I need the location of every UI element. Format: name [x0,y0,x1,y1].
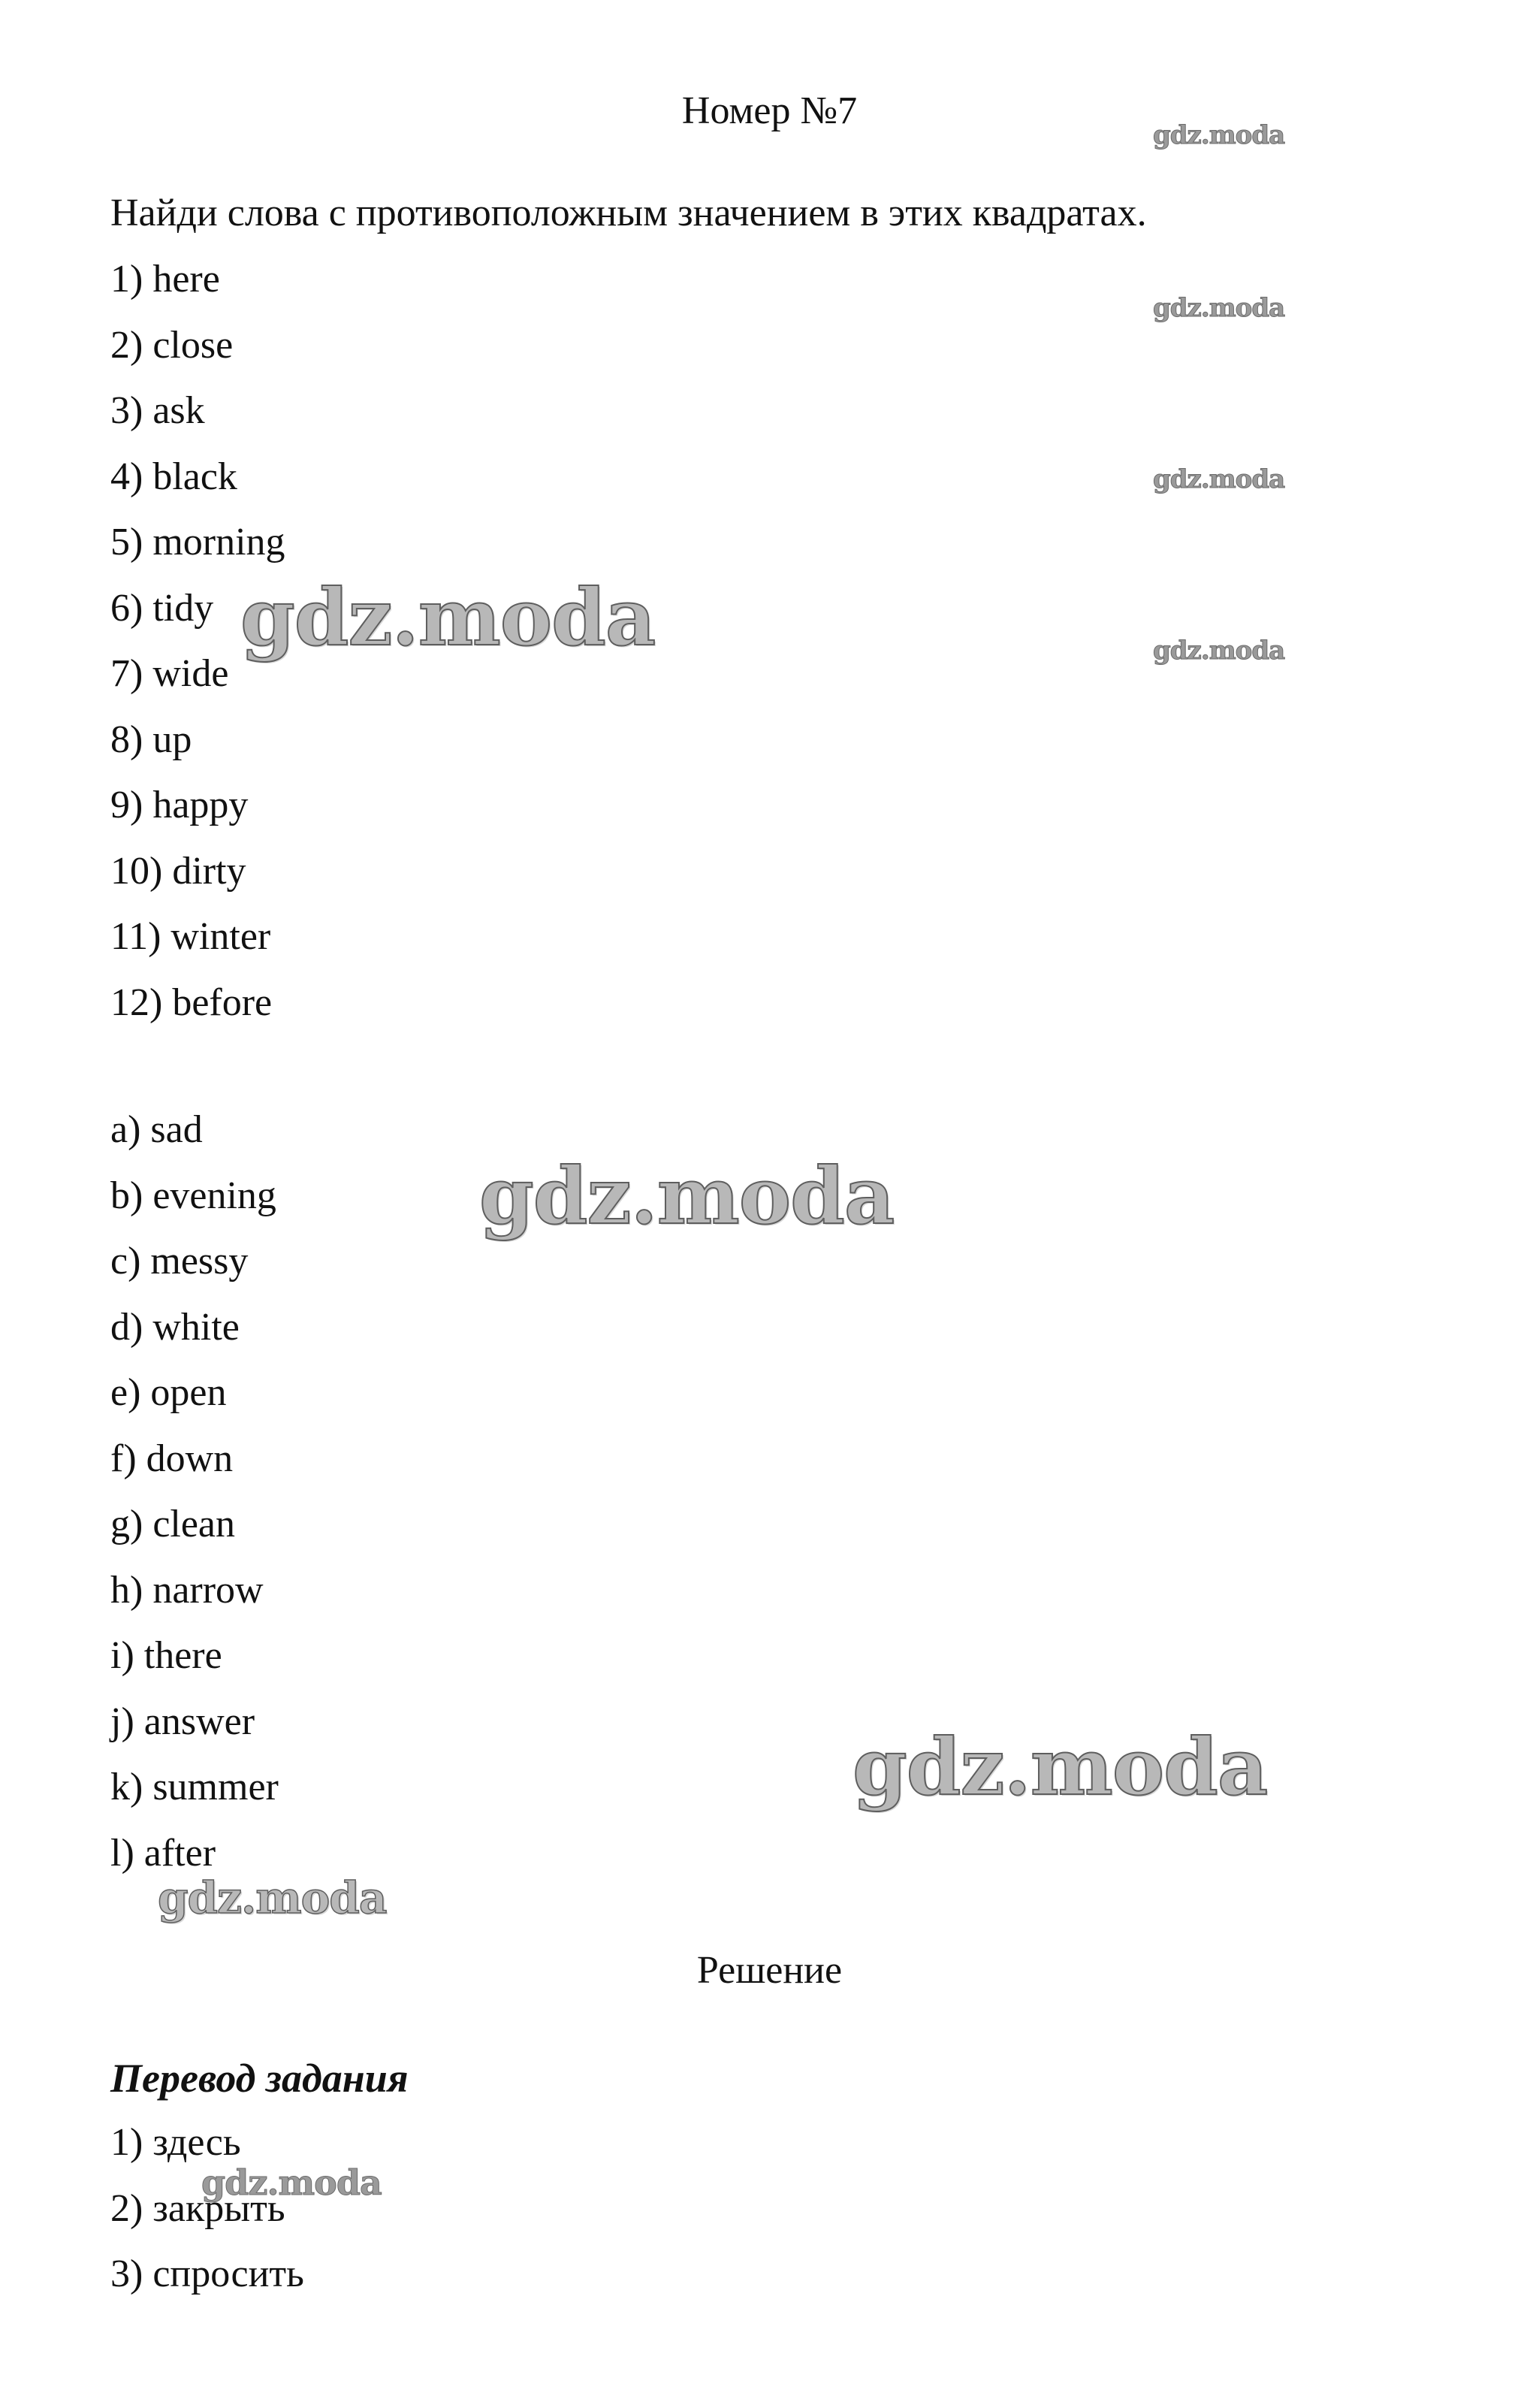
watermark: gdz.moda [479,1150,895,1242]
list-item-antonym: j) answer [110,1699,255,1743]
translation-heading: Перевод задания [110,2056,409,2101]
list-item-antonym: b) evening [110,1174,276,1217]
list-item-word: 9) happy [110,784,249,826]
watermark: gdz.moda [1153,120,1285,150]
list-item-antonym: l) after [110,1831,216,1875]
exercise-title: Номер №7 [681,89,858,132]
watermark: gdz.moda [1153,636,1285,666]
list-item-word: 8) up [110,718,192,761]
list-item-translation: 2) закрыть [110,2186,285,2230]
watermark: gdz.moda [852,1721,1268,1813]
list-item-antonym: a) sad [110,1108,203,1151]
list-item-antonym: k) summer [110,1766,279,1808]
list-item-word: 10) dirty [110,849,246,893]
translation-list [110,2120,304,2318]
list-item-word: 2) close [110,323,234,367]
list-item-antonym: g) clean [110,1503,236,1545]
watermark: gdz.moda [240,571,656,663]
list-item-word: 1) here [110,258,220,301]
list-item-antonym: e) open [110,1371,227,1414]
list-item-word: 11) winter [110,915,271,958]
list-item-word: 4) black [110,455,237,498]
list-item-word: 3) ask [110,389,205,432]
list-item-word: 7) wide [110,652,229,695]
watermark: gdz.moda [201,2162,382,2203]
solution-heading: Решение [696,1949,843,1992]
watermark: gdz.moda [1153,464,1285,494]
list-item-translation: 3) спросить [110,2252,304,2295]
list-item-word: 12) before [110,980,273,1024]
list-item-translation: 1) здесь [110,2121,241,2164]
list-item-antonym: d) white [110,1305,240,1349]
list-item-word: 6) tidy [110,586,214,630]
list-item-word: 5) morning [110,521,285,563]
antonyms-list [110,1107,279,1896]
list-item-antonym: i) there [110,1634,222,1677]
task-instruction: Найди слова с противоположным значением в этих квадратах. [110,192,1147,234]
list-item-antonym: f) down [110,1437,234,1480]
list-item-antonym: h) narrow [110,1568,264,1612]
watermark: gdz.moda [158,1872,387,1923]
watermark: gdz.moda [1153,293,1285,323]
list-item-antonym: c) messy [110,1240,249,1283]
